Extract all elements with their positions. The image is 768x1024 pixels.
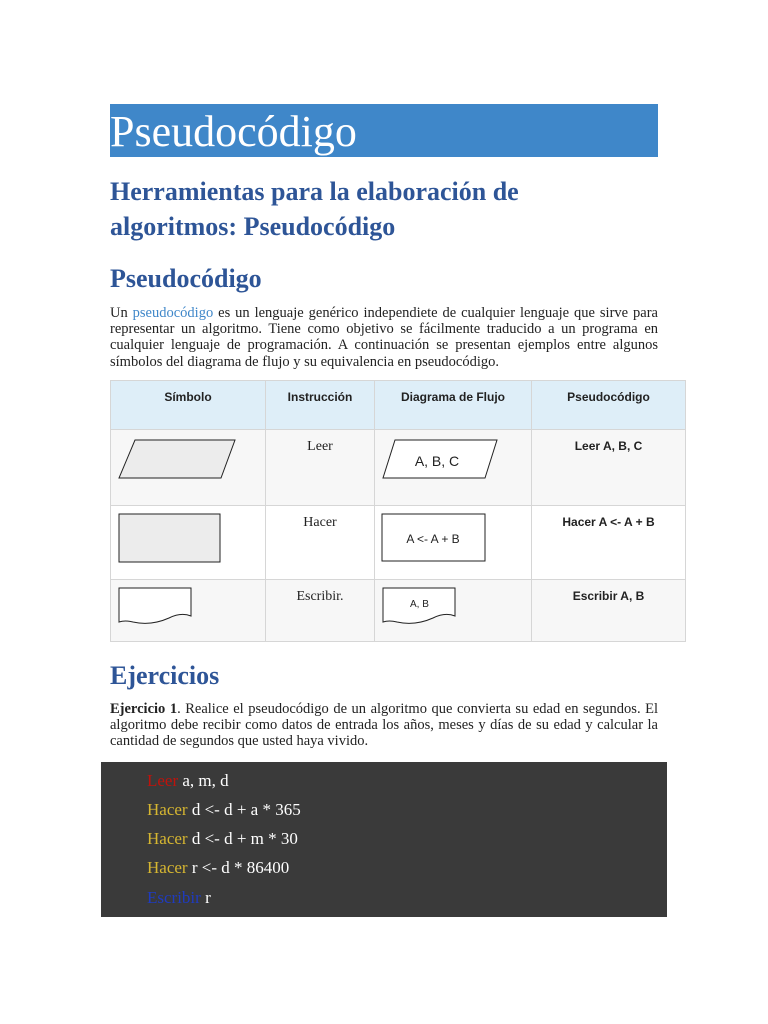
symbols-table xyxy=(110,380,686,642)
code-rest: a, m, d xyxy=(178,771,229,790)
section-heading-ejercicios: Ejercicios xyxy=(110,661,220,690)
diagram-label: A <- A + B xyxy=(406,532,460,546)
intro-paragraph xyxy=(110,305,658,370)
input-parallelogram-icon xyxy=(375,430,532,505)
section-heading-pseudocodigo: Pseudocódigo xyxy=(110,264,262,293)
symbol-cell xyxy=(111,506,266,580)
exercise-paragraph xyxy=(110,701,658,750)
symbol-cell xyxy=(111,430,266,506)
code-line xyxy=(147,888,211,908)
intro-text: es un lenguaje genérico independiete de cualquier lenguaje que sirve para representar un algoritmo. Tiene como objetivo se fácilmente traducido a un programa en cualquier lenguaje de programación. A continuación se presentan ejemplos entre algunos símbolos del diagrama de flujo y su equivalencia en pseudocódigo. xyxy=(110,305,658,370)
pseudo-cell: Escribir A, B xyxy=(532,580,686,642)
pseudocodigo-link[interactable]: pseudocódigo xyxy=(132,305,214,321)
code-keyword: Leer xyxy=(147,771,179,790)
code-block xyxy=(101,762,667,917)
code-line xyxy=(147,771,229,791)
header-diagrama: Diagrama de Flujo xyxy=(375,381,532,430)
diagram-cell xyxy=(375,580,532,642)
instruction-cell: Hacer xyxy=(266,506,375,580)
header-simbolo: Símbolo xyxy=(111,381,266,430)
code-line xyxy=(147,829,298,849)
instruction-cell: Escribir. xyxy=(266,580,375,642)
diagram-label: A, B xyxy=(410,599,429,610)
document-icon xyxy=(111,580,266,641)
code-rest: d <- d + a * 365 xyxy=(187,800,301,819)
code-rest: d <- d + m * 30 xyxy=(187,829,298,848)
diagram-cell xyxy=(375,430,532,506)
exercise-label: Ejercicio 1 xyxy=(110,701,178,717)
title-banner xyxy=(110,104,658,157)
code-line xyxy=(147,800,301,820)
code-keyword: Escribir xyxy=(147,888,201,907)
code-keyword: Hacer xyxy=(147,858,188,877)
table-row xyxy=(111,430,686,506)
main-heading-line1: Herramientas para la elaboración de xyxy=(110,177,519,206)
header-instruccion: Instrucción xyxy=(266,381,375,430)
page-title: Pseudocódigo xyxy=(110,107,357,156)
rectangle-icon xyxy=(111,506,266,579)
main-heading-line2: algoritmos: Pseudocódigo xyxy=(110,212,396,241)
parallelogram-icon xyxy=(111,430,266,505)
pseudo-cell: Hacer A <- A + B xyxy=(532,506,686,580)
process-rectangle-icon xyxy=(375,506,532,579)
code-keyword: Hacer xyxy=(147,800,188,819)
code-rest: r <- d * 86400 xyxy=(187,858,290,877)
output-document-icon xyxy=(375,580,532,641)
code-line xyxy=(147,858,289,878)
code-rest: r xyxy=(200,888,211,907)
instruction-cell: Leer xyxy=(266,430,375,506)
exercise-text: . Realice el pseudocódigo de un algoritmo que convierta su edad en segundos. El algoritmo debe recibir como datos de entrada los años, meses y días de su edad y calcular la cantidad de segundos que usted haya vivido. xyxy=(110,701,658,750)
diagram-label: A, B, C xyxy=(414,453,460,469)
header-pseudocodigo: Pseudocódigo xyxy=(532,381,686,430)
code-keyword: Hacer xyxy=(147,829,188,848)
table-row xyxy=(111,506,686,580)
table-row xyxy=(111,580,686,642)
diagram-cell xyxy=(375,506,532,580)
pseudo-cell: Leer A, B, C xyxy=(532,430,686,506)
intro-prefix: Un xyxy=(110,305,133,321)
symbol-cell xyxy=(111,580,266,642)
